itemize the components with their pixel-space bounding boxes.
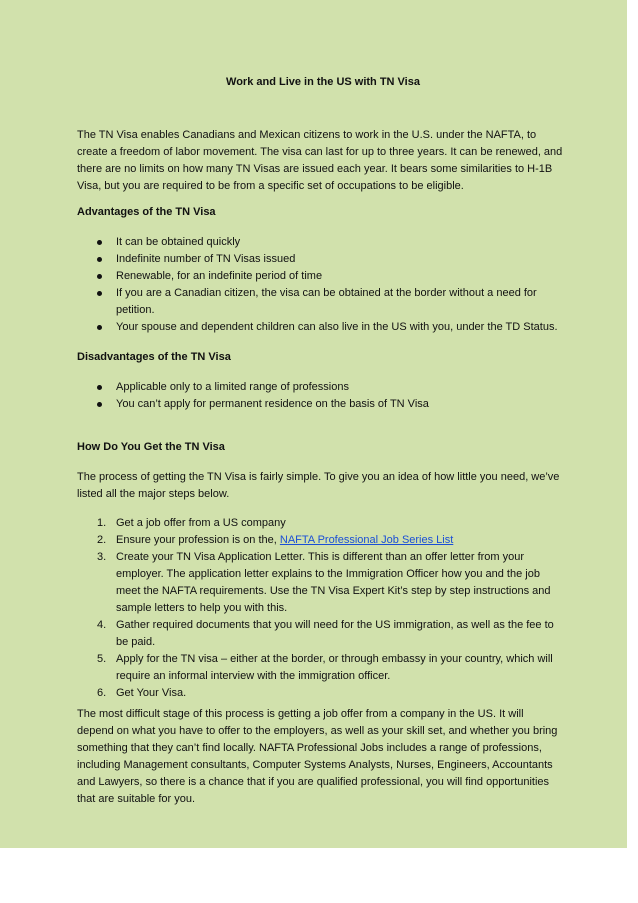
- list-item: It can be obtained quickly: [77, 234, 563, 251]
- bullet-icon: [97, 325, 102, 330]
- list-item: Your spouse and dependent children can also live in the US with you, under the TD Status.: [77, 319, 563, 336]
- advantages-heading: Advantages of the TN Visa: [77, 206, 216, 218]
- list-item: If you are a Canadian citizen, the visa can be obtained at the border without a need for petition.: [77, 285, 563, 319]
- disadvantages-list: [77, 379, 563, 413]
- list-item: You can’t apply for permanent residence on the basis of TN Visa: [77, 396, 563, 413]
- list-item: 3. Create your TN Visa Application Letter. This is different than an offer letter from your employer. The application letter explains to the Immigration Officer how you and the job meet the NAFTA requirements. Use the TN Visa Expert Kit’s step by step instructions and sample letters to help you with this.: [97, 551, 551, 614]
- list-item: 4. Gather required documents that you will need for the US immigration, as well as the fee to be paid.: [97, 619, 554, 648]
- document-body: [77, 74, 563, 817]
- advantages-list: [77, 234, 563, 336]
- steps-list: [77, 515, 563, 702]
- bullet-icon: [97, 240, 102, 245]
- closing-paragraph: The most difficult stage of this process is getting a job offer from a company in the US. It will depend on what you have to offer to the employers, as well as your skill set, and whether you bring something that they can’t find locally. NAFTA Professional Jobs includes a range of professions, including Management consultants, Computer Systems Analysts, Nurses, Engineers, Accountants and Lawyers, so there is a chance that if you are qualified professional, you will find opportunities that are suitable for you.: [77, 708, 558, 805]
- how-heading: How Do You Get the TN Visa: [77, 441, 225, 453]
- list-item: Applicable only to a limited range of professions: [77, 379, 563, 396]
- list-item: 2. Ensure your profession is on the, NAFTA Professional Job Series List: [97, 534, 454, 546]
- how-intro-paragraph: The process of getting the TN Visa is fairly simple. To give you an idea of how little you need, we’ve listed all the major steps below.: [77, 471, 560, 500]
- bullet-icon: [97, 257, 102, 262]
- list-item: Indefinite number of TN Visas issued: [77, 251, 563, 268]
- intro-paragraph: The TN Visa enables Canadians and Mexican citizens to work in the U.S. under the NAFTA, to create a freedom of labor movement. The visa can last for up to three years. It can be renewed, and there are no limits on how many TN Visas are issued each year. It bears some similarities to H-1B Visa, but you are required to be from a specific set of occupations to be eligible.: [77, 129, 563, 192]
- list-item: 5. Apply for the TN visa – either at the border, or through embassy in your country, which will require an informal interview with the immigration officer.: [97, 653, 553, 682]
- list-item: 1. Get a job offer from a US company: [97, 517, 286, 529]
- bullet-icon: [97, 291, 102, 296]
- nafta-job-list-link[interactable]: NAFTA Professional Job Series List: [279, 534, 454, 546]
- bullet-icon: [97, 402, 102, 407]
- list-item: Renewable, for an indefinite period of time: [77, 268, 563, 285]
- list-item: 6. Get Your Visa.: [97, 687, 187, 699]
- disadvantages-heading: Disadvantages of the TN Visa: [77, 351, 231, 363]
- bullet-icon: [97, 274, 102, 279]
- bullet-icon: [97, 385, 102, 390]
- page-title: Work and Live in the US with TN Visa: [226, 76, 420, 88]
